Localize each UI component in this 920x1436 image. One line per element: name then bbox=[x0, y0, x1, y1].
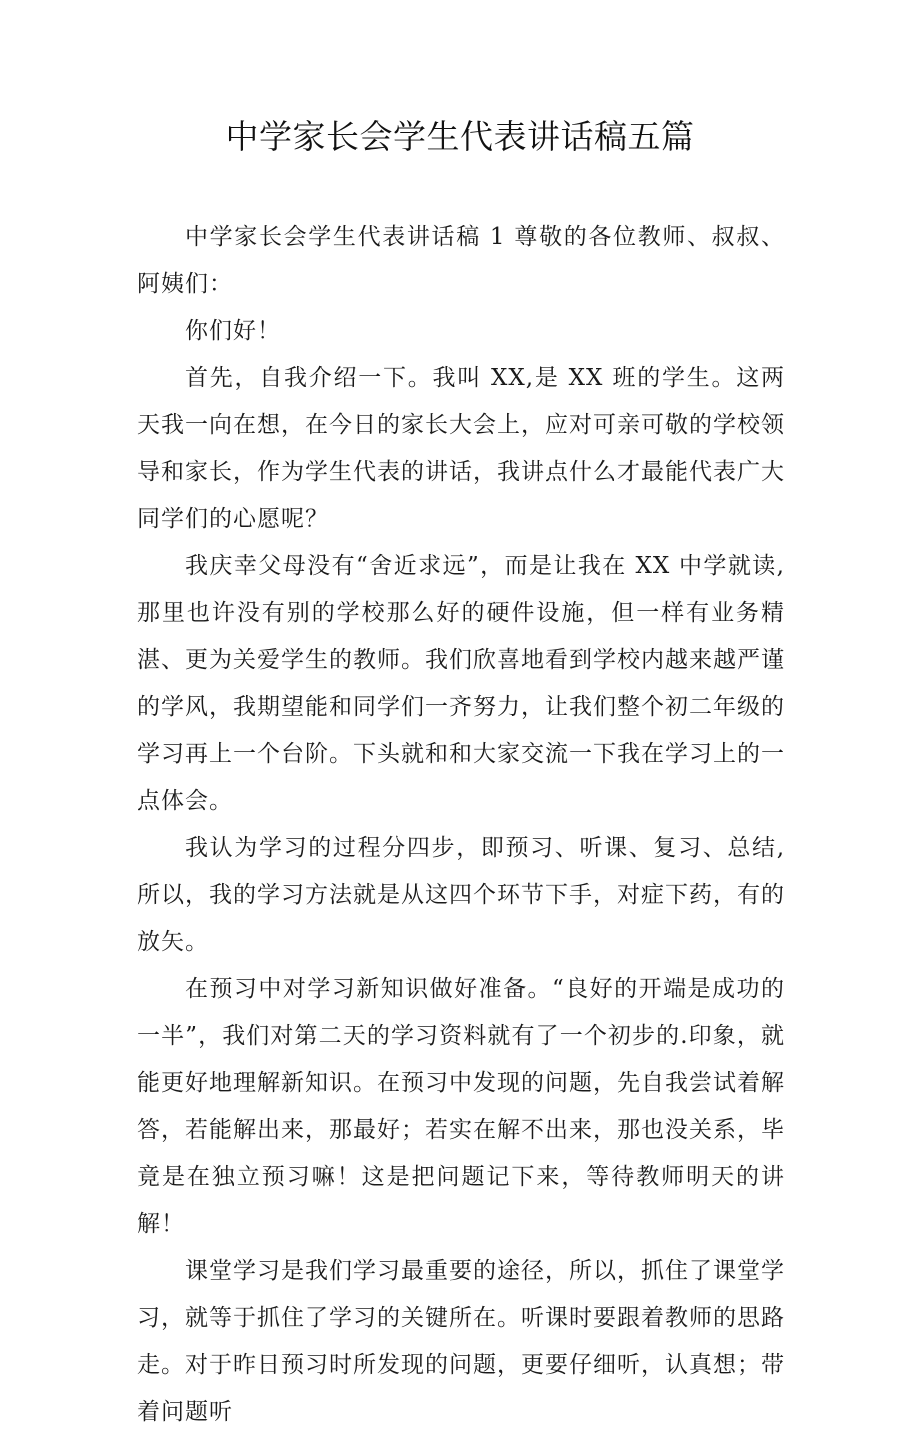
document-body bbox=[137, 214, 785, 1436]
paragraph-intro: 中学家长会学生代表讲话稿 1 尊敬的各位教师、叔叔、阿姨们： bbox=[137, 224, 785, 297]
paragraph-greeting: 你们好！ bbox=[185, 318, 281, 344]
paragraph-classroom: 课堂学习是我们学习最重要的途径，所以，抓住了课堂学习，就等于抓住了学习的关键所在。听课时要跟着教师的思路走。对于昨日预习时所发现的问题，更要仔细听，认真想；带着问题听 bbox=[137, 1258, 785, 1425]
paragraph-self-introduction: 首先，自我介绍一下。我叫 XX,是 XX 班的学生。这两天我一向在想，在今日的家长大会上，应对可亲可敬的学校领导和家长，作为学生代表的讲话，我讲点什么才最能代表广大同学们的心愿呢？ bbox=[137, 365, 785, 532]
document-title: 中学家长会学生代表讲话稿五篇 bbox=[225, 117, 695, 156]
paragraph-learning-steps: 我认为学习的过程分四步，即预习、听课、复习、总结,所以，我的学习方法就是从这四个环节下手，对症下药，有的放矢。 bbox=[137, 835, 785, 955]
paragraph-school: 我庆幸父母没有“舍近求远”，而是让我在 XX 中学就读,那里也许没有别的学校那么好的硬件设施，但一样有业务精湛、更为关爱学生的教师。我们欣喜地看到学校内越来越严谨的学风，我期望能和同学们一齐努力，让我们整个初二年级的学习再上一个台阶。下头就和和大家交流一下我在学习上的一点体会。 bbox=[137, 553, 785, 814]
paragraph-preview: 在预习中对学习新知识做好准备。“良好的开端是成功的一半”，我们对第二天的学习资料就有了一个初步的.印象，就能更好地理解新知识。在预习中发现的问题，先自我尝试着解答，若能解出来，那最好；若实在解不出来，那也没关系，毕竟是在独立预习嘛！这是把问题记下来，等待教师明天的讲解！ bbox=[137, 976, 785, 1237]
